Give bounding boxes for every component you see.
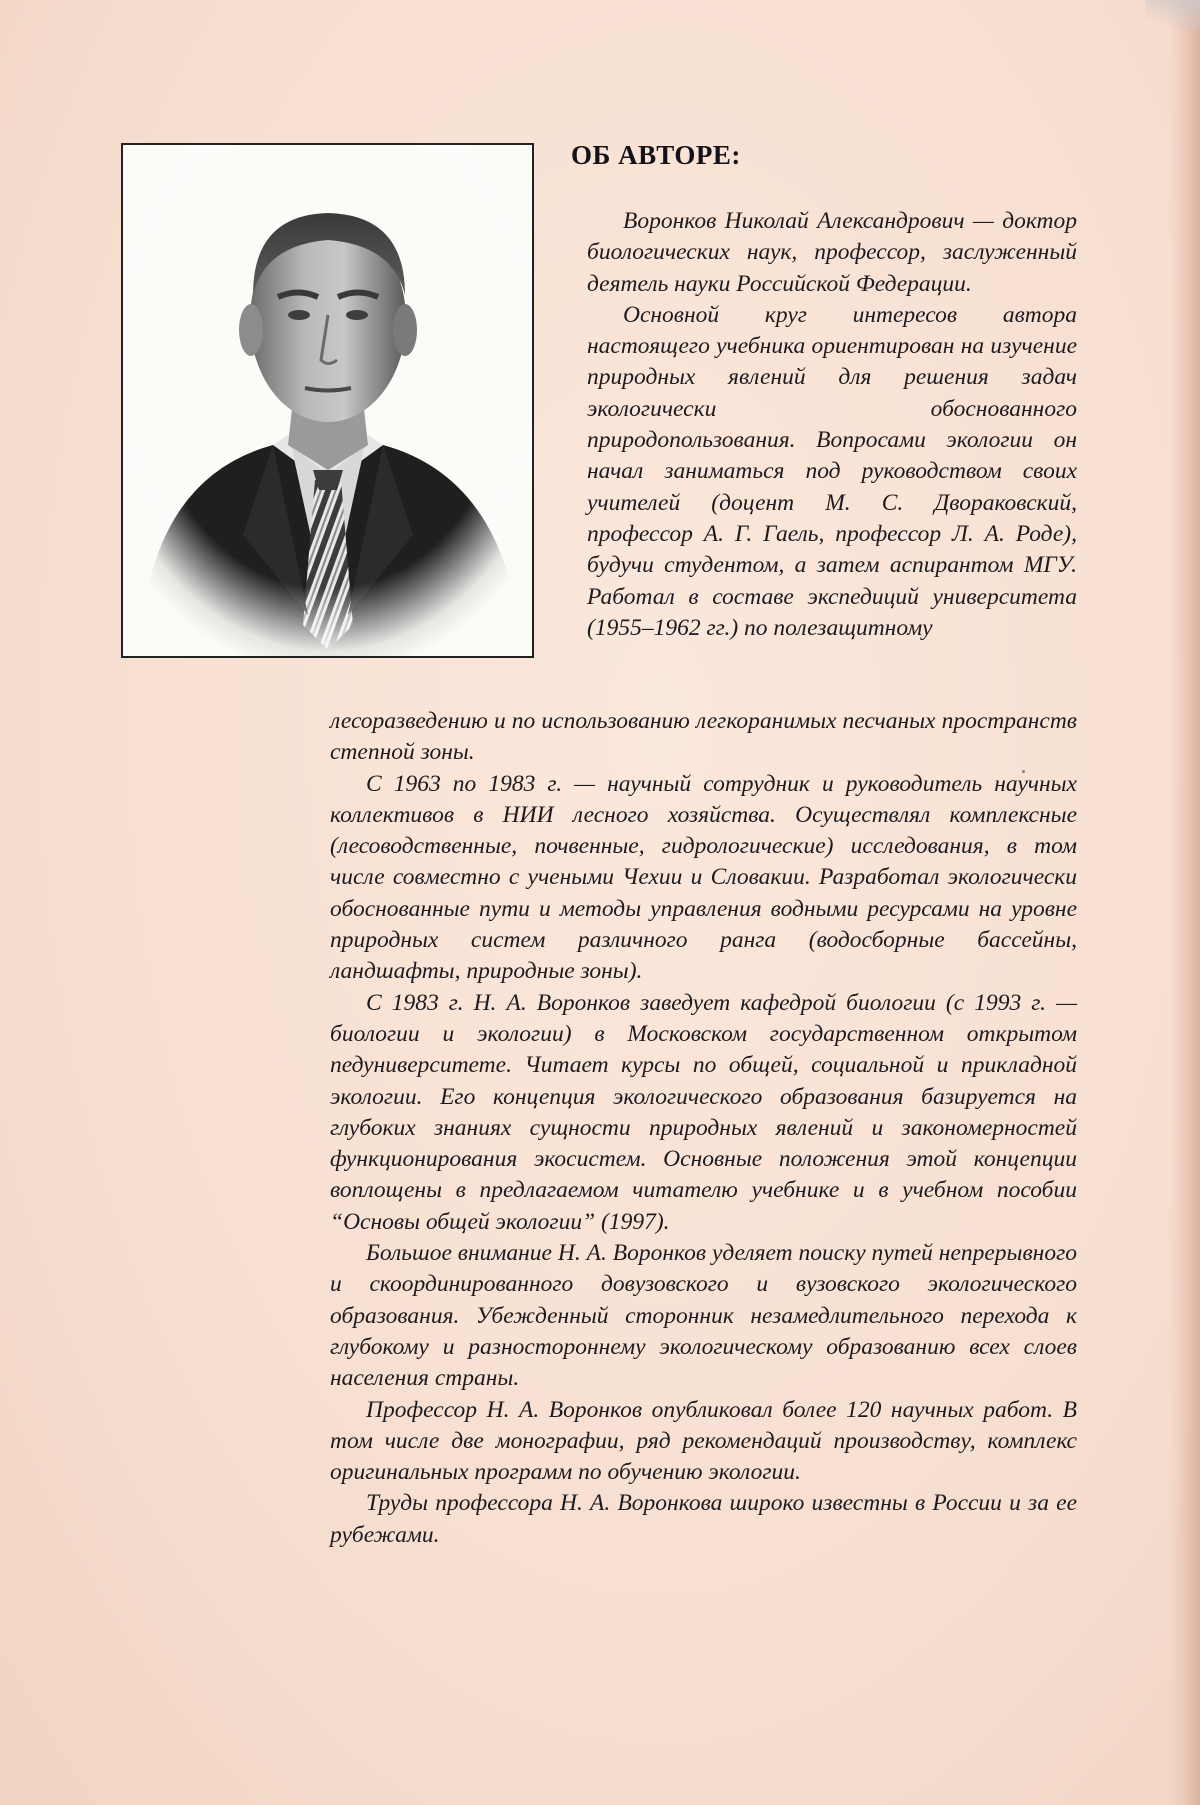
body-paragraph: Большое внимание Н. А. Воронков уделяет поиску путей непрерывного и скоординированного довузовского и вузовского экологического образования. Убежденный сторонник незамедлительного перехода к глубокому и разностороннему экологическому образованию всех слоев населения страны.: [330, 1240, 1077, 1392]
body-paragraph: С 1983 г. Н. А. Воронков заведует кафедрой биологии (с 1993 г. — биологии и экологии) в Московском государственном открытом педуниверситете. Читает курсы по общей, социальной и прикладной экологии. Его концепция экологического образования базируется на глубоких знаниях сущности природных явлений и закономерностей функционирования экосистем. Основные положения этой концепции воплощены в предлагаемом читателю учебнике и в учебном пособии “Основы общей экологии” (1997).: [330, 989, 1077, 1235]
body-paragraph: Труды профессора Н. А. Воронкова широко известны в России и за ее рубежами.: [330, 1490, 1077, 1548]
author-portrait-image: [123, 145, 532, 656]
cover-edge-shadow: [1170, 0, 1200, 1805]
cover-corner-wear: [1145, 0, 1200, 30]
body-paragraph: Профессор Н. А. Воронков опубликовал более 120 научных работ. В том числе две монографии, ряд рекомендаций производству, комплекс оригинальных программ по обучению экологии.: [330, 1396, 1077, 1486]
main-text-column: [330, 706, 1077, 1551]
intro-paragraph: Основной круг интересов автора настоящего учебника ориентирован на изучение природных явлений для решения задач экологически обоснованного природопользования. Вопросами экологии он начал заниматься под руководством своих учителей (доцент М. С. Двораковский, профессор А. Г. Гаель, профессор Л. А. Роде), будучи студентом, а затем аспирантом МГУ. Работал в составе экспедиций университета (1955–1962 гг.) по полезащитному: [587, 301, 1077, 641]
section-heading: ОБ АВТОРЕ:: [571, 140, 741, 170]
author-photo: [121, 143, 534, 658]
intro-text-column: [587, 206, 1077, 644]
body-paragraph: С 1963 по 1983 г. — научный сотрудник и руководитель научных коллективов в НИИ лесного хозяйства. Осуществлял комплексные (лесоводственные, почвенные, гидрологические) исследования, в том числе совместно с учеными Чехии и Словакии. Разработал экологически обоснованные пути и методы управления водными ресурсами на уровне природных систем различного ранга (водосборные бассейны, ландшафты, природные зоны).: [330, 770, 1077, 985]
intro-paragraph: Воронков Николай Александрович — доктор биологических наук, профессор, заслуженный деятель науки Российской Федерации.: [587, 208, 1077, 297]
continuation-line: лесоразведению и по использованию легкоранимых песчаных пространств степной зоны.: [330, 708, 1077, 766]
